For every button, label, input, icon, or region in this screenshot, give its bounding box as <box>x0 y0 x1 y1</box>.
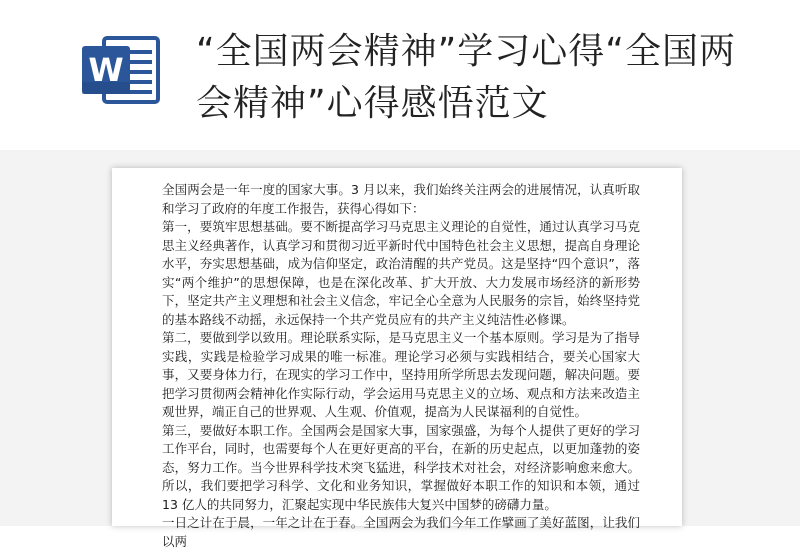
paragraph-first: 第一，要筑牢思想基础。要不断提高学习马克思主义理论的自觉性，通过认真学习马克思主义经典著作，认真学习和贯彻习近平新时代中国特色社会主义思想，提高自身理论水平，夯实思想基础，成为信仰坚定，政治清醒的共产党员。这是坚持“四个意识”，落实“两个维护”的思想保障，也是在深化改革、扩大开放、大力发展市场经济的新形势下，坚定共产主义理想和社会主义信念，牢记全心全意为人民服务的宗旨，始终坚持党的基本路线不动摇，永远保持一个共产党员应有的共产主义纯洁性必修课。 <box>162 219 640 327</box>
paragraph-intro: 全国两会是一年一度的国家大事。3 月以来，我们始终关注两会的进展情况，认真听取和学习了政府的年度工作报告，获得心得如下： <box>162 182 640 216</box>
paragraph-closing: 一日之计在于晨，一年之计在于春。全国两会为我们今年工作擘画了美好蓝图，让我们以两 <box>162 515 640 549</box>
document-page <box>112 168 682 549</box>
paragraph-third: 第三，要做好本职工作。全国两会是国家大事，国家强盛，为每个人提供了更好的学习工作平台，同时，也需要每个人在更好更高的平台，在新的历史起点，以更加蓬勃的姿态，努力工作。当今世界科学技术突飞猛进，科学技术对社会，对经济影响愈来愈大。所以，我们要把学习科学、文化和业务知识，掌握做好本职工作的知识和本领，通过 13 亿人的共同努力，汇聚起实现中华民族伟大复兴中国梦的磅礴力量。 <box>162 422 640 512</box>
document-title: “全国两会精神”学习心得“全国两会精神”心得感悟范文 <box>196 31 736 124</box>
word-icon-letter: W <box>88 51 124 89</box>
document-body <box>162 181 640 551</box>
microsoft-word-icon <box>78 36 162 104</box>
paragraph-second: 第二，要做到学以致用。理论联系实际，是马克思主义一个基本原则。学习是为了指导实践，实践是检验学习成果的唯一标准。理论学习必须与实践相结合，要关心国家大事，又要身体力行，在现实的学习工作中，坚持用所学所思去发现问题，解决问题。要把学习贯彻两会精神化作实际行动，学会运用马克思主义的立场、观点和方法来改造主观世界，端正自己的世界观、人生观、价值观，提高为人民谋福利的自觉性。 <box>162 330 640 419</box>
header-banner <box>0 0 800 150</box>
